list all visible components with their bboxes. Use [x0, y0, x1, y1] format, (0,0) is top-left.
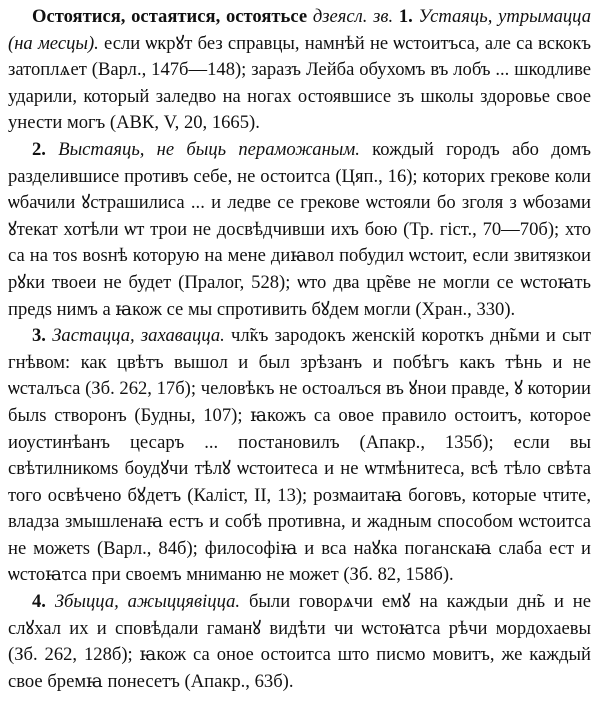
sense-definition: Выстаяць, не быць пераможаным.: [58, 138, 360, 160]
sense-4-paragraph: [8, 589, 591, 695]
sense-1-paragraph: [8, 4, 591, 137]
sense-definition: Застацца, захавацца.: [52, 325, 225, 347]
sense-number: 4.: [32, 591, 46, 613]
sense-text: были говорѧчи емꙋ на каждыи дн̃ь и не слꙋхал их и сповѣдали гаманꙋ видѣти чи ѡстоꙗтса рѣчи мордохаевы (Зб. 262, 128б); ꙗкож са оное остоитса што писмо мовитъ, же каждый свое бремꙗ понесетъ (Апакр., 63б).: [8, 591, 592, 692]
sense-number: 2.: [32, 138, 46, 160]
sense-text: кождый городъ або домъ разделившисе противъ себе, не остоитса (Цяп., 16); которих грекове коли ѡбачили ꙋстрашилиса ... и ледве се грекове ѡстояли бо зголя з ѡбозами ꙋтекат хотѣли ѡт трои не досвѣдчивши ихъ бою (Тр. гіст., 70—70б); хто са на тоѕ воѕнѣ которую на мене диꙗвол побудил ѡстоит, если звитязкои рꙋки твоеи не будет (Пралог, 528); ѡто два цр̃еве не могли се ѡстоꙗть предѕ нимъ а ꙗкож се мы спротивить бꙋдем могли (Хран., 330).: [8, 138, 591, 320]
sense-text: чл̃къ зародокъ женскій короткъ дн̃ьми и сыт гнѣвом: как цвѣтъ вышол и был зрѣзанъ и побѣгъ какъ тѣнь и не ѡсталъса (Зб. 262, 17б); человѣкъ не остоалъся въ ꙋнои правде, ꙋ котории былѕ створонъ (Будны, 107); ꙗкожъ са овое правило остоитъ, которое иоустинѣанъ цесаръ ... постановилъ (Апакр., 135б); если вы свѣтилникомѕ боудꙋчи тѣлꙋ ѡстоитеса и не ѡтмѣнитеса, всѣ тѣло свѣта того освѣчено бꙋдетъ (Каліст, II, 13); розмаитаꙗ боговъ, которые чтите, владза змышленаꙗ естъ и собѣ противна, и жадным способом ѡстоитса не можетѕ (Варл., 84б); философіꙗ и вса наꙋка поганскаꙗ слаба ест и ѡстоꙗтса при своемъ мниманю не может (Зб. 82, 158б).: [8, 325, 591, 586]
sense-number: 1.: [398, 6, 413, 27]
sense-definition: Збыцца, ажыццявіцца.: [54, 591, 241, 613]
grammar-label: дзеясл. зв.: [312, 6, 394, 27]
sense-definition: Устаяць, утрымацца (на месцы).: [8, 6, 591, 54]
sense-2-paragraph: [8, 137, 591, 323]
headword: Остоятися, остаятися, остоятьсе: [32, 6, 308, 27]
sense-text: если ѡкрꙋт без справцы, намнѣй не ѡстоитъса, але са вскокъ затоплѧет (Варл., 147б—148); заразъ Лейба обухомъ въ лобъ ... шкодливе ударили, который заледво на ногах остоявшисе зъ школы здоровье свое унести могъ (АВК, V, 20, 1665).: [8, 32, 592, 134]
sense-number: 3.: [32, 325, 46, 347]
sense-3-paragraph: [8, 323, 591, 589]
